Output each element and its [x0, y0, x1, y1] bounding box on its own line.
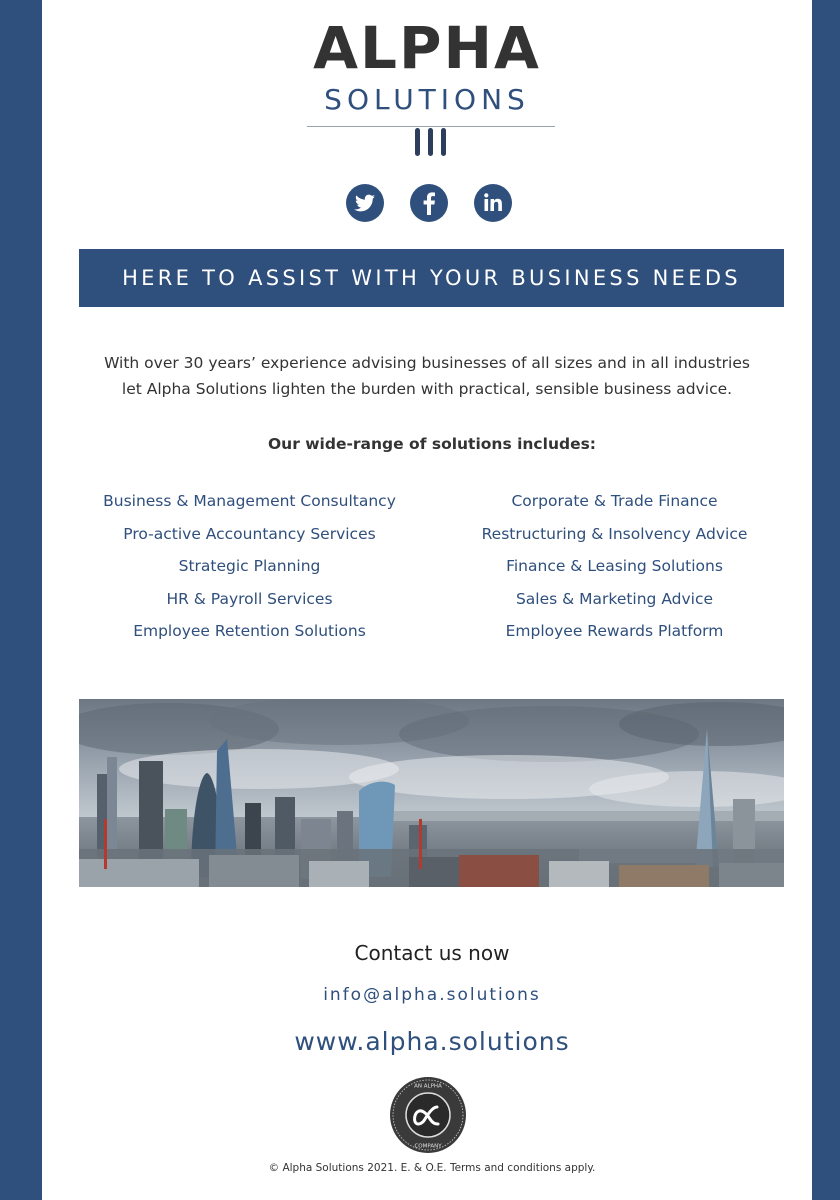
flyer-page [42, 0, 812, 1200]
service-item: Pro-active Accountancy Services [123, 524, 376, 543]
logo-bars-icon [415, 128, 447, 156]
headline-banner: HERE TO ASSIST WITH YOUR BUSINESS NEEDS [79, 249, 784, 307]
city-skyline-image [79, 699, 784, 887]
intro-paragraph [62, 350, 792, 402]
intro-line: let Alpha Solutions lighten the burden with practical, sensible business advice. [121, 380, 733, 398]
facebook-icon[interactable] [410, 184, 448, 222]
services-list-right [437, 488, 792, 651]
service-item: Employee Rewards Platform [505, 622, 724, 640]
logo-divider [307, 126, 555, 127]
seal-text-bottom: COMPANY [414, 1143, 442, 1150]
alpha-company-seal-icon [388, 1075, 468, 1155]
service-item: Business & Management Consultancy [103, 492, 396, 510]
service-item: Sales & Marketing Advice [515, 589, 714, 608]
intro-line: With over 30 years’ experience advising businesses of all sizes and in all industries [104, 354, 750, 372]
services-list-left [72, 488, 427, 651]
logo-wordmark-solutions: SOLUTIONS [324, 83, 530, 116]
linkedin-icon[interactable] [474, 184, 512, 222]
logo-wordmark-alpha: ALPHA [313, 14, 541, 82]
website-link[interactable]: www.alpha.solutions [294, 1027, 570, 1056]
service-item: Employee Retention Solutions [133, 622, 366, 640]
services-heading: Our wide-range of solutions includes: [267, 435, 597, 453]
seal-text-top: AN ALPHA [414, 1083, 442, 1090]
footer-legal-text: © Alpha Solutions 2021. E. & O.E. Terms and conditions apply. [268, 1162, 596, 1174]
service-item: Finance & Leasing Solutions [506, 557, 723, 575]
service-item: HR & Payroll Services [166, 589, 333, 608]
contact-heading: Contact us now [354, 941, 510, 965]
service-item: Strategic Planning [178, 557, 321, 575]
contact-email-link[interactable]: info@alpha.solutions [323, 985, 541, 1005]
service-item: Corporate & Trade Finance [511, 492, 718, 510]
twitter-icon[interactable] [346, 184, 384, 222]
service-item: Restructuring & Insolvency Advice [481, 524, 748, 543]
